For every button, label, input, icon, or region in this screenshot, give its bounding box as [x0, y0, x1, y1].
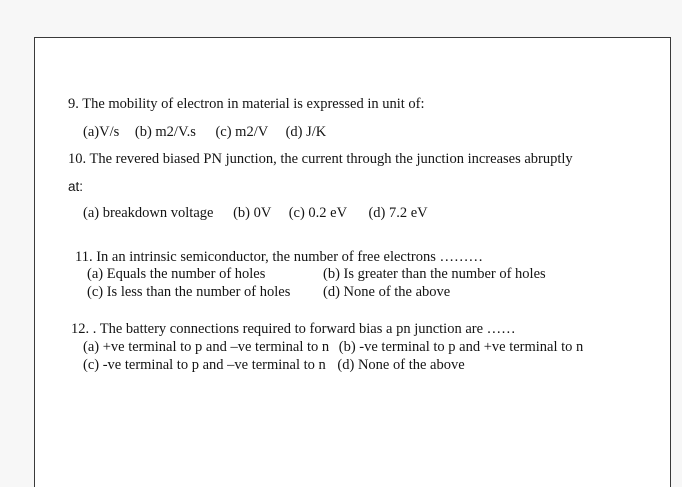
q9-option-a: (a)V/s — [83, 124, 120, 140]
q10-option-c: (c) 0.2 eV — [288, 205, 347, 221]
q10-option-a: (a) breakdown voltage — [83, 205, 214, 221]
question-9-stem: 9. The mobility of electron in material is expressed in unit of: — [68, 96, 425, 112]
exam-page — [34, 37, 671, 487]
q9-option-b: (b) m2/V.s — [134, 124, 196, 140]
question-10-options — [83, 204, 428, 222]
question-9-options — [83, 123, 326, 141]
question-12-stem: 12. . The battery connections required to forward bias a pn junction are …… — [71, 321, 516, 337]
q12-option-c: (c) -ve terminal to p and –ve terminal to n — [83, 357, 326, 373]
q10-option-b: (b) 0V — [233, 205, 272, 221]
question-12-options-row2 — [83, 356, 465, 374]
question-10-stem-line2: at: — [68, 179, 84, 194]
q9-option-d: (d) J/K — [285, 124, 327, 140]
q11-option-c: (c) Is less than the number of holes — [87, 284, 291, 300]
question-10-stem-line1: 10. The revered biased PN junction, the current through the junction increases abruptly — [68, 151, 573, 167]
question-12-options-row1 — [83, 338, 583, 356]
q11-option-a: (a) Equals the number of holes — [87, 266, 266, 282]
q12-option-d: (d) None of the above — [337, 357, 465, 373]
q10-option-d: (d) 7.2 eV — [368, 205, 428, 221]
q9-option-c: (c) m2/V — [215, 124, 268, 140]
q11-option-b: (b) Is greater than the number of holes — [323, 266, 546, 282]
question-11-stem: 11. In an intrinsic semiconductor, the number of free electrons ……… — [75, 249, 483, 265]
q12-option-a: (a) +ve terminal to p and –ve terminal to n — [83, 339, 330, 355]
q11-option-d: (d) None of the above — [323, 284, 451, 300]
q12-option-b: (b) -ve terminal to p and +ve terminal to n — [338, 339, 584, 355]
